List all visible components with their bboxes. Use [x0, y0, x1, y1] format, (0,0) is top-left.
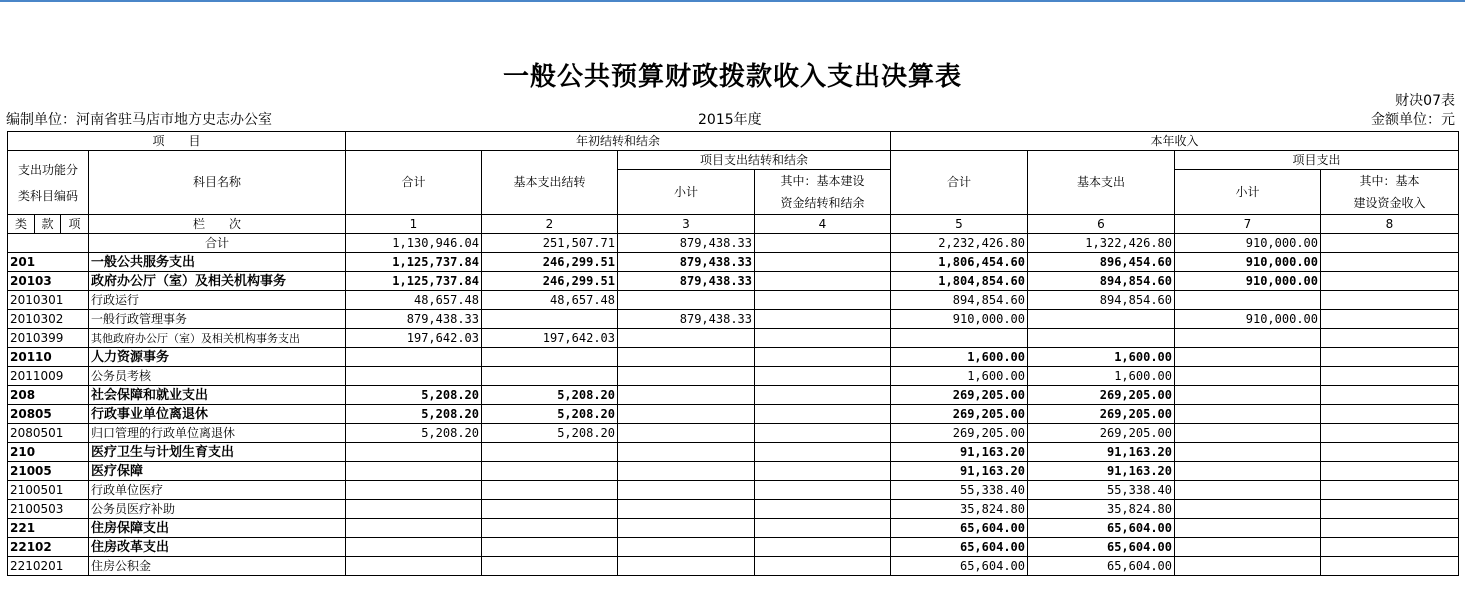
- row-subject-name: 公务员医疗补助: [89, 500, 346, 519]
- row-amount-c5: 2,232,426.80: [891, 234, 1028, 253]
- row-amount-c7: [1175, 329, 1321, 348]
- row-subject-name: 行政单位医疗: [89, 481, 346, 500]
- row-subject-name: 一般行政管理事务: [89, 310, 346, 329]
- table-row: [8, 253, 1459, 272]
- row-amount-c4: [755, 253, 891, 272]
- row-amount-c4: [755, 481, 891, 500]
- row-amount-c7: 910,000.00: [1175, 272, 1321, 291]
- row-subject-name: 住房公积金: [89, 557, 346, 576]
- row-amount-c2: [482, 310, 618, 329]
- table-row: [8, 462, 1459, 481]
- table-row: [8, 557, 1459, 576]
- row-amount-c8: [1321, 348, 1459, 367]
- row-amount-c5: 65,604.00: [891, 519, 1028, 538]
- form-number: 财决07表: [1395, 93, 1455, 109]
- table-body: [8, 234, 1459, 576]
- row-amount-c5: 1,600.00: [891, 367, 1028, 386]
- row-amount-c3: [618, 557, 755, 576]
- row-amount-c3: [618, 405, 755, 424]
- row-subject-name: 社会保障和就业支出: [89, 386, 346, 405]
- row-amount-c8: [1321, 462, 1459, 481]
- row-amount-c3: 879,438.33: [618, 253, 755, 272]
- row-amount-c7: [1175, 424, 1321, 443]
- column-number: 2: [482, 215, 618, 234]
- row-code: 2010399: [8, 329, 89, 348]
- row-amount-c1: [346, 519, 482, 538]
- row-amount-c8: [1321, 481, 1459, 500]
- row-amount-c4: [755, 443, 891, 462]
- row-subject-name: 住房改革支出: [89, 538, 346, 557]
- header-infra-carry: [755, 170, 891, 215]
- row-subject-name: 政府办公厅（室）及相关机构事务: [89, 272, 346, 291]
- row-code: 210: [8, 443, 89, 462]
- row-amount-c8: [1321, 424, 1459, 443]
- row-code: 2010302: [8, 310, 89, 329]
- row-code: 20805: [8, 405, 89, 424]
- row-code: 2080501: [8, 424, 89, 443]
- row-amount-c4: [755, 405, 891, 424]
- header-carry-total: 合计: [346, 151, 482, 215]
- header-section: 款: [35, 215, 61, 234]
- header-basic-expense: 基本支出: [1028, 151, 1175, 215]
- row-amount-c8: [1321, 272, 1459, 291]
- row-amount-c6: 894,854.60: [1028, 272, 1175, 291]
- header-carry-subtotal: 小计: [618, 170, 755, 215]
- row-amount-c4: [755, 348, 891, 367]
- row-amount-c7: 910,000.00: [1175, 234, 1321, 253]
- header-basic-carry: 基本支出结转: [482, 151, 618, 215]
- table-row: [8, 538, 1459, 557]
- row-amount-c6: 1,322,426.80: [1028, 234, 1175, 253]
- row-code: 21005: [8, 462, 89, 481]
- row-subject-name: 医疗保障: [89, 462, 346, 481]
- row-amount-c2: 5,208.20: [482, 405, 618, 424]
- row-amount-c5: [891, 329, 1028, 348]
- row-amount-c8: [1321, 519, 1459, 538]
- table-row: [8, 234, 1459, 253]
- row-amount-c4: [755, 519, 891, 538]
- row-amount-c3: [618, 481, 755, 500]
- row-amount-c8: [1321, 329, 1459, 348]
- row-amount-c5: 1,600.00: [891, 348, 1028, 367]
- row-amount-c2: 246,299.51: [482, 272, 618, 291]
- row-amount-c5: 91,163.20: [891, 462, 1028, 481]
- row-amount-c2: [482, 348, 618, 367]
- row-amount-c1: [346, 367, 482, 386]
- row-code: 2100501: [8, 481, 89, 500]
- row-amount-c6: 91,163.20: [1028, 443, 1175, 462]
- column-number: 7: [1175, 215, 1321, 234]
- header-project-carry: 项目支出结转和结余: [618, 151, 891, 170]
- reporting-organization: 编制单位：河南省驻马店市地方史志办公室: [6, 112, 272, 128]
- row-amount-c4: [755, 462, 891, 481]
- row-amount-c1: [346, 462, 482, 481]
- row-amount-c4: [755, 291, 891, 310]
- row-amount-c6: 269,205.00: [1028, 405, 1175, 424]
- row-amount-c8: [1321, 310, 1459, 329]
- table-row: [8, 519, 1459, 538]
- table-row: [8, 291, 1459, 310]
- row-amount-c8: [1321, 386, 1459, 405]
- row-code: 208: [8, 386, 89, 405]
- budget-table: [7, 131, 1459, 576]
- header-infra-income-line2: 建设资金收入: [1353, 196, 1426, 210]
- header-subject-name: 科目名称: [89, 151, 346, 215]
- table-row: [8, 405, 1459, 424]
- row-amount-c5: 894,854.60: [891, 291, 1028, 310]
- row-amount-c6: 269,205.00: [1028, 424, 1175, 443]
- header-item: 项 目: [8, 132, 346, 151]
- table-row: [8, 310, 1459, 329]
- row-amount-c1: [346, 443, 482, 462]
- row-amount-c3: [618, 329, 755, 348]
- row-amount-c6: 65,604.00: [1028, 519, 1175, 538]
- row-amount-c3: [618, 500, 755, 519]
- row-code: 2100503: [8, 500, 89, 519]
- row-amount-c8: [1321, 557, 1459, 576]
- row-amount-c2: 246,299.51: [482, 253, 618, 272]
- row-code: 2210201: [8, 557, 89, 576]
- row-amount-c6: 896,454.60: [1028, 253, 1175, 272]
- row-amount-c6: 91,163.20: [1028, 462, 1175, 481]
- row-amount-c7: [1175, 462, 1321, 481]
- table-row: [8, 481, 1459, 500]
- row-amount-c2: 5,208.20: [482, 386, 618, 405]
- row-amount-c4: [755, 310, 891, 329]
- row-amount-c1: 48,657.48: [346, 291, 482, 310]
- row-code: 221: [8, 519, 89, 538]
- column-number: 6: [1028, 215, 1175, 234]
- row-amount-c4: [755, 557, 891, 576]
- row-amount-c1: 1,125,737.84: [346, 253, 482, 272]
- row-amount-c7: [1175, 500, 1321, 519]
- row-amount-c2: [482, 519, 618, 538]
- row-amount-c3: [618, 367, 755, 386]
- row-subject-name: 归口管理的行政单位离退休: [89, 424, 346, 443]
- row-amount-c8: [1321, 443, 1459, 462]
- row-amount-c6: [1028, 310, 1175, 329]
- row-amount-c1: 197,642.03: [346, 329, 482, 348]
- header-current-income: 本年收入: [891, 132, 1459, 151]
- row-amount-c2: [482, 500, 618, 519]
- row-amount-c4: [755, 367, 891, 386]
- row-amount-c6: 65,604.00: [1028, 538, 1175, 557]
- row-amount-c2: [482, 557, 618, 576]
- row-amount-c7: [1175, 386, 1321, 405]
- row-amount-c1: 1,125,737.84: [346, 272, 482, 291]
- row-code: 2011009: [8, 367, 89, 386]
- row-amount-c7: 910,000.00: [1175, 253, 1321, 272]
- row-amount-c6: 55,338.40: [1028, 481, 1175, 500]
- row-code: 201: [8, 253, 89, 272]
- header-infra-income-line1: 其中：基本: [1359, 174, 1420, 188]
- row-subject-name: 住房保障支出: [89, 519, 346, 538]
- fiscal-year: 2015年度: [698, 112, 762, 128]
- row-amount-c4: [755, 538, 891, 557]
- row-amount-c2: [482, 367, 618, 386]
- row-amount-c7: [1175, 557, 1321, 576]
- row-amount-c3: [618, 443, 755, 462]
- row-subject-name: 合计: [89, 234, 346, 253]
- currency-unit: 金额单位：元: [1371, 112, 1455, 128]
- row-amount-c4: [755, 386, 891, 405]
- row-amount-c6: 1,600.00: [1028, 367, 1175, 386]
- row-amount-c1: [346, 348, 482, 367]
- table-header: [8, 132, 1459, 234]
- row-subject-name: 行政运行: [89, 291, 346, 310]
- row-code: 20110: [8, 348, 89, 367]
- row-amount-c3: 879,438.33: [618, 234, 755, 253]
- row-subject-name: 医疗卫生与计划生育支出: [89, 443, 346, 462]
- row-amount-c1: 879,438.33: [346, 310, 482, 329]
- row-amount-c2: 48,657.48: [482, 291, 618, 310]
- row-subject-name: 人力资源事务: [89, 348, 346, 367]
- row-amount-c3: [618, 386, 755, 405]
- row-amount-c4: [755, 329, 891, 348]
- row-amount-c7: [1175, 481, 1321, 500]
- table-row: [8, 386, 1459, 405]
- column-number: 3: [618, 215, 755, 234]
- row-amount-c2: 5,208.20: [482, 424, 618, 443]
- row-amount-c7: [1175, 291, 1321, 310]
- header-infra-carry-line1: 其中：基本建设: [780, 174, 865, 188]
- row-amount-c1: 5,208.20: [346, 424, 482, 443]
- row-amount-c8: [1321, 405, 1459, 424]
- row-amount-c4: [755, 424, 891, 443]
- row-subject-name: 一般公共服务支出: [89, 253, 346, 272]
- row-amount-c4: [755, 500, 891, 519]
- row-amount-c6: 65,604.00: [1028, 557, 1175, 576]
- row-amount-c6: 269,205.00: [1028, 386, 1175, 405]
- header-function-code-line2: 类科目编码: [17, 188, 78, 203]
- header-subitem: 项: [61, 215, 89, 234]
- column-number: 8: [1321, 215, 1459, 234]
- row-amount-c6: 35,824.80: [1028, 500, 1175, 519]
- table-row: [8, 500, 1459, 519]
- row-amount-c8: [1321, 253, 1459, 272]
- column-number: 5: [891, 215, 1028, 234]
- row-amount-c8: [1321, 234, 1459, 253]
- top-border-line: [0, 0, 1465, 2]
- row-amount-c1: 1,130,946.04: [346, 234, 482, 253]
- row-amount-c7: [1175, 443, 1321, 462]
- header-column-index: 栏 次: [89, 215, 346, 234]
- header-project-expense: 项目支出: [1175, 151, 1459, 170]
- row-amount-c6: [1028, 329, 1175, 348]
- row-amount-c7: [1175, 519, 1321, 538]
- column-number: 4: [755, 215, 891, 234]
- row-amount-c2: 251,507.71: [482, 234, 618, 253]
- row-amount-c8: [1321, 500, 1459, 519]
- row-amount-c8: [1321, 538, 1459, 557]
- row-amount-c2: [482, 462, 618, 481]
- row-amount-c5: 910,000.00: [891, 310, 1028, 329]
- row-amount-c3: 879,438.33: [618, 310, 755, 329]
- header-infra-carry-line2: 资金结转和结余: [780, 196, 865, 210]
- row-amount-c6: 894,854.60: [1028, 291, 1175, 310]
- row-amount-c7: [1175, 348, 1321, 367]
- row-amount-c5: 269,205.00: [891, 386, 1028, 405]
- header-income-total: 合计: [891, 151, 1028, 215]
- table-row: [8, 272, 1459, 291]
- row-amount-c5: 65,604.00: [891, 557, 1028, 576]
- row-amount-c3: [618, 519, 755, 538]
- row-amount-c1: [346, 538, 482, 557]
- header-income-subtotal: 小计: [1175, 170, 1321, 215]
- row-amount-c1: [346, 481, 482, 500]
- row-amount-c5: 65,604.00: [891, 538, 1028, 557]
- row-amount-c3: [618, 538, 755, 557]
- row-subject-name: 行政事业单位离退休: [89, 405, 346, 424]
- row-amount-c1: 5,208.20: [346, 386, 482, 405]
- row-code: 2010301: [8, 291, 89, 310]
- row-amount-c3: [618, 424, 755, 443]
- row-subject-name: 其他政府办公厅（室）及相关机构事务支出: [89, 329, 346, 348]
- column-number: 1: [346, 215, 482, 234]
- row-amount-c5: 1,804,854.60: [891, 272, 1028, 291]
- row-amount-c5: 269,205.00: [891, 424, 1028, 443]
- table-row: [8, 443, 1459, 462]
- row-amount-c7: [1175, 367, 1321, 386]
- row-amount-c5: 269,205.00: [891, 405, 1028, 424]
- row-amount-c1: [346, 500, 482, 519]
- row-amount-c4: [755, 272, 891, 291]
- row-amount-c1: [346, 557, 482, 576]
- row-amount-c2: [482, 443, 618, 462]
- row-amount-c3: [618, 291, 755, 310]
- row-amount-c4: [755, 234, 891, 253]
- table-row: [8, 424, 1459, 443]
- row-amount-c6: 1,600.00: [1028, 348, 1175, 367]
- table-row: [8, 329, 1459, 348]
- row-amount-c3: [618, 462, 755, 481]
- row-amount-c5: 35,824.80: [891, 500, 1028, 519]
- row-subject-name: 公务员考核: [89, 367, 346, 386]
- header-infra-income: [1321, 170, 1459, 215]
- row-amount-c2: 197,642.03: [482, 329, 618, 348]
- row-amount-c3: [618, 348, 755, 367]
- row-amount-c2: [482, 481, 618, 500]
- table-row: [8, 367, 1459, 386]
- row-code: [8, 234, 89, 253]
- header-function-code: [8, 151, 89, 215]
- row-code: 22102: [8, 538, 89, 557]
- row-amount-c7: 910,000.00: [1175, 310, 1321, 329]
- row-amount-c3: 879,438.33: [618, 272, 755, 291]
- row-amount-c5: 91,163.20: [891, 443, 1028, 462]
- row-amount-c7: [1175, 405, 1321, 424]
- header-carry-over: 年初结转和结余: [346, 132, 891, 151]
- row-code: 20103: [8, 272, 89, 291]
- row-amount-c7: [1175, 538, 1321, 557]
- header-function-code-line1: 支出功能分: [17, 162, 78, 177]
- row-amount-c8: [1321, 367, 1459, 386]
- row-amount-c8: [1321, 291, 1459, 310]
- row-amount-c1: 5,208.20: [346, 405, 482, 424]
- row-amount-c5: 55,338.40: [891, 481, 1028, 500]
- table-row: [8, 348, 1459, 367]
- row-amount-c5: 1,806,454.60: [891, 253, 1028, 272]
- row-amount-c2: [482, 538, 618, 557]
- header-category: 类: [8, 215, 35, 234]
- report-title: 一般公共预算财政拨款收入支出决算表: [502, 62, 962, 92]
